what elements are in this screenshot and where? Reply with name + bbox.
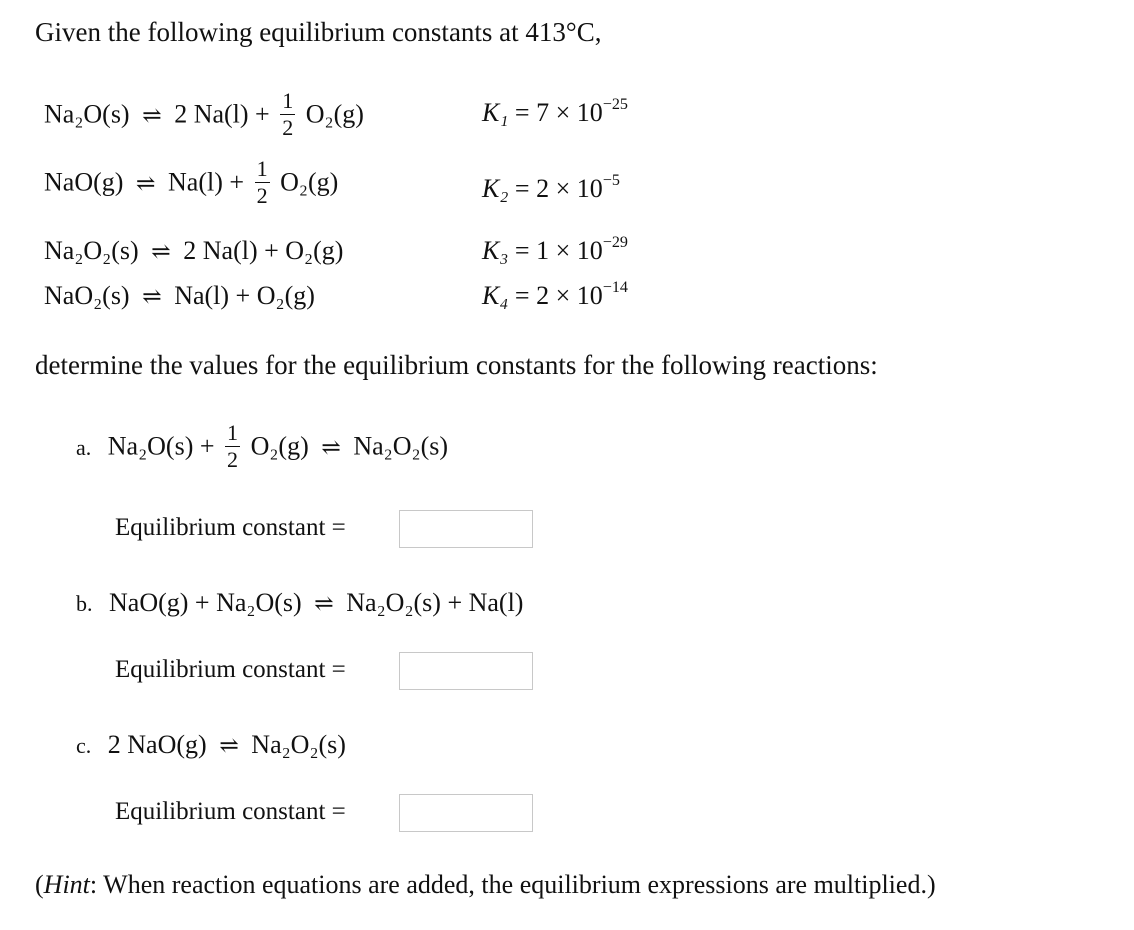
equilibrium-arrow-icon: ⇌ — [314, 591, 334, 617]
equilibrium-arrow-icon: ⇌ — [135, 170, 156, 197]
part-b-reaction — [76, 588, 523, 618]
answer-input-a[interactable] — [399, 510, 533, 548]
instruction-text: determine the values for the equilibrium constants for the following reactions: — [35, 350, 878, 380]
k-label: K₄ — [482, 281, 509, 310]
given-1-rhs-suffix: O₂(g) — [305, 99, 364, 129]
part-b-rhs: Na₂O₂(s) + Na(l) — [346, 588, 524, 617]
given-reaction-1 — [44, 88, 364, 141]
given-4-lhs: NaO₂(s) — [44, 281, 130, 310]
k-exponent: −14 — [602, 278, 628, 296]
given-reaction-3 — [44, 236, 343, 266]
times-ten: × 10 — [555, 281, 603, 310]
equals-sign: = — [514, 174, 530, 203]
fraction: $\frac{1}{2}$ — [282, 88, 294, 141]
times-ten: × 10 — [555, 98, 603, 127]
given-3-rhs: 2 Na(l) + O₂(g) — [183, 236, 344, 265]
given-2-rhs-prefix: Na(l) + — [168, 167, 245, 197]
k-exponent: −5 — [602, 171, 620, 189]
part-c-rhs: Na₂O₂(s) — [251, 730, 346, 759]
given-k-1 — [482, 95, 628, 128]
equals-sign: = — [514, 281, 530, 310]
given-k-2 — [482, 171, 620, 204]
given-3-lhs: Na₂O₂(s) — [44, 236, 139, 265]
equilibrium-arrow-icon: ⇌ — [219, 733, 239, 759]
given-2-rhs-suffix: O₂(g) — [280, 167, 339, 197]
hint-text — [35, 870, 936, 900]
given-2-lhs: NaO(g) — [44, 167, 124, 197]
times-ten: × 10 — [555, 236, 603, 265]
answer-label-c: Equilibrium constant = — [115, 798, 346, 825]
k-mantissa: 7 — [536, 98, 550, 127]
equilibrium-arrow-icon: ⇌ — [321, 434, 341, 461]
equilibrium-arrow-icon: ⇌ — [142, 284, 162, 310]
equals-sign: = — [514, 236, 530, 265]
hint-label: Hint — [43, 870, 90, 899]
part-letter: a. — [76, 434, 92, 460]
k-label: K₂ — [482, 174, 509, 203]
k-mantissa: 1 — [536, 236, 550, 265]
k-exponent: −25 — [602, 95, 628, 113]
given-1-rhs-prefix: 2 Na(l) + — [174, 99, 270, 129]
k-label: K₃ — [482, 236, 509, 265]
part-letter: c. — [76, 733, 92, 758]
given-reaction-2 — [44, 156, 339, 209]
k-mantissa: 2 — [536, 174, 550, 203]
answer-label-a: Equilibrium constant = — [115, 514, 346, 541]
hint-body: : When reaction equations are added, the equilibrium expressions are multiplied.) — [89, 870, 936, 899]
intro-text: Given the following equilibrium constants at 413°C, — [35, 17, 602, 47]
times-ten: × 10 — [555, 174, 603, 203]
k-exponent: −29 — [602, 233, 628, 251]
hint-open-paren: ( — [35, 870, 44, 899]
fraction: $\frac{1}{2}$ — [227, 420, 239, 473]
part-a-o2: O₂(g) — [250, 431, 309, 461]
k-mantissa: 2 — [536, 281, 550, 310]
part-c-reaction — [76, 730, 346, 760]
equals-sign: = — [514, 98, 530, 127]
part-a-lhs: Na₂O(s) + — [107, 431, 215, 461]
part-a-reaction — [76, 420, 449, 473]
given-k-3 — [482, 233, 628, 266]
answer-input-b[interactable] — [399, 652, 533, 690]
part-c-lhs: 2 NaO(g) — [107, 730, 207, 759]
given-reaction-4 — [44, 281, 315, 311]
equilibrium-arrow-icon: ⇌ — [142, 102, 162, 129]
given-4-rhs: Na(l) + O₂(g) — [174, 281, 315, 310]
given-k-4 — [482, 278, 628, 311]
equilibrium-arrow-icon: ⇌ — [151, 239, 171, 265]
part-letter: b. — [76, 591, 93, 616]
part-b-lhs: NaO(g) + Na₂O(s) — [109, 588, 302, 617]
k-label: K₁ — [482, 98, 509, 127]
given-1-lhs: Na₂O(s) — [44, 99, 130, 129]
part-a-rhs: Na₂O₂(s) — [353, 431, 449, 461]
answer-label-b: Equilibrium constant = — [115, 656, 346, 683]
fraction: $\frac{1}{2}$ — [256, 156, 268, 209]
answer-input-c[interactable] — [399, 794, 533, 832]
